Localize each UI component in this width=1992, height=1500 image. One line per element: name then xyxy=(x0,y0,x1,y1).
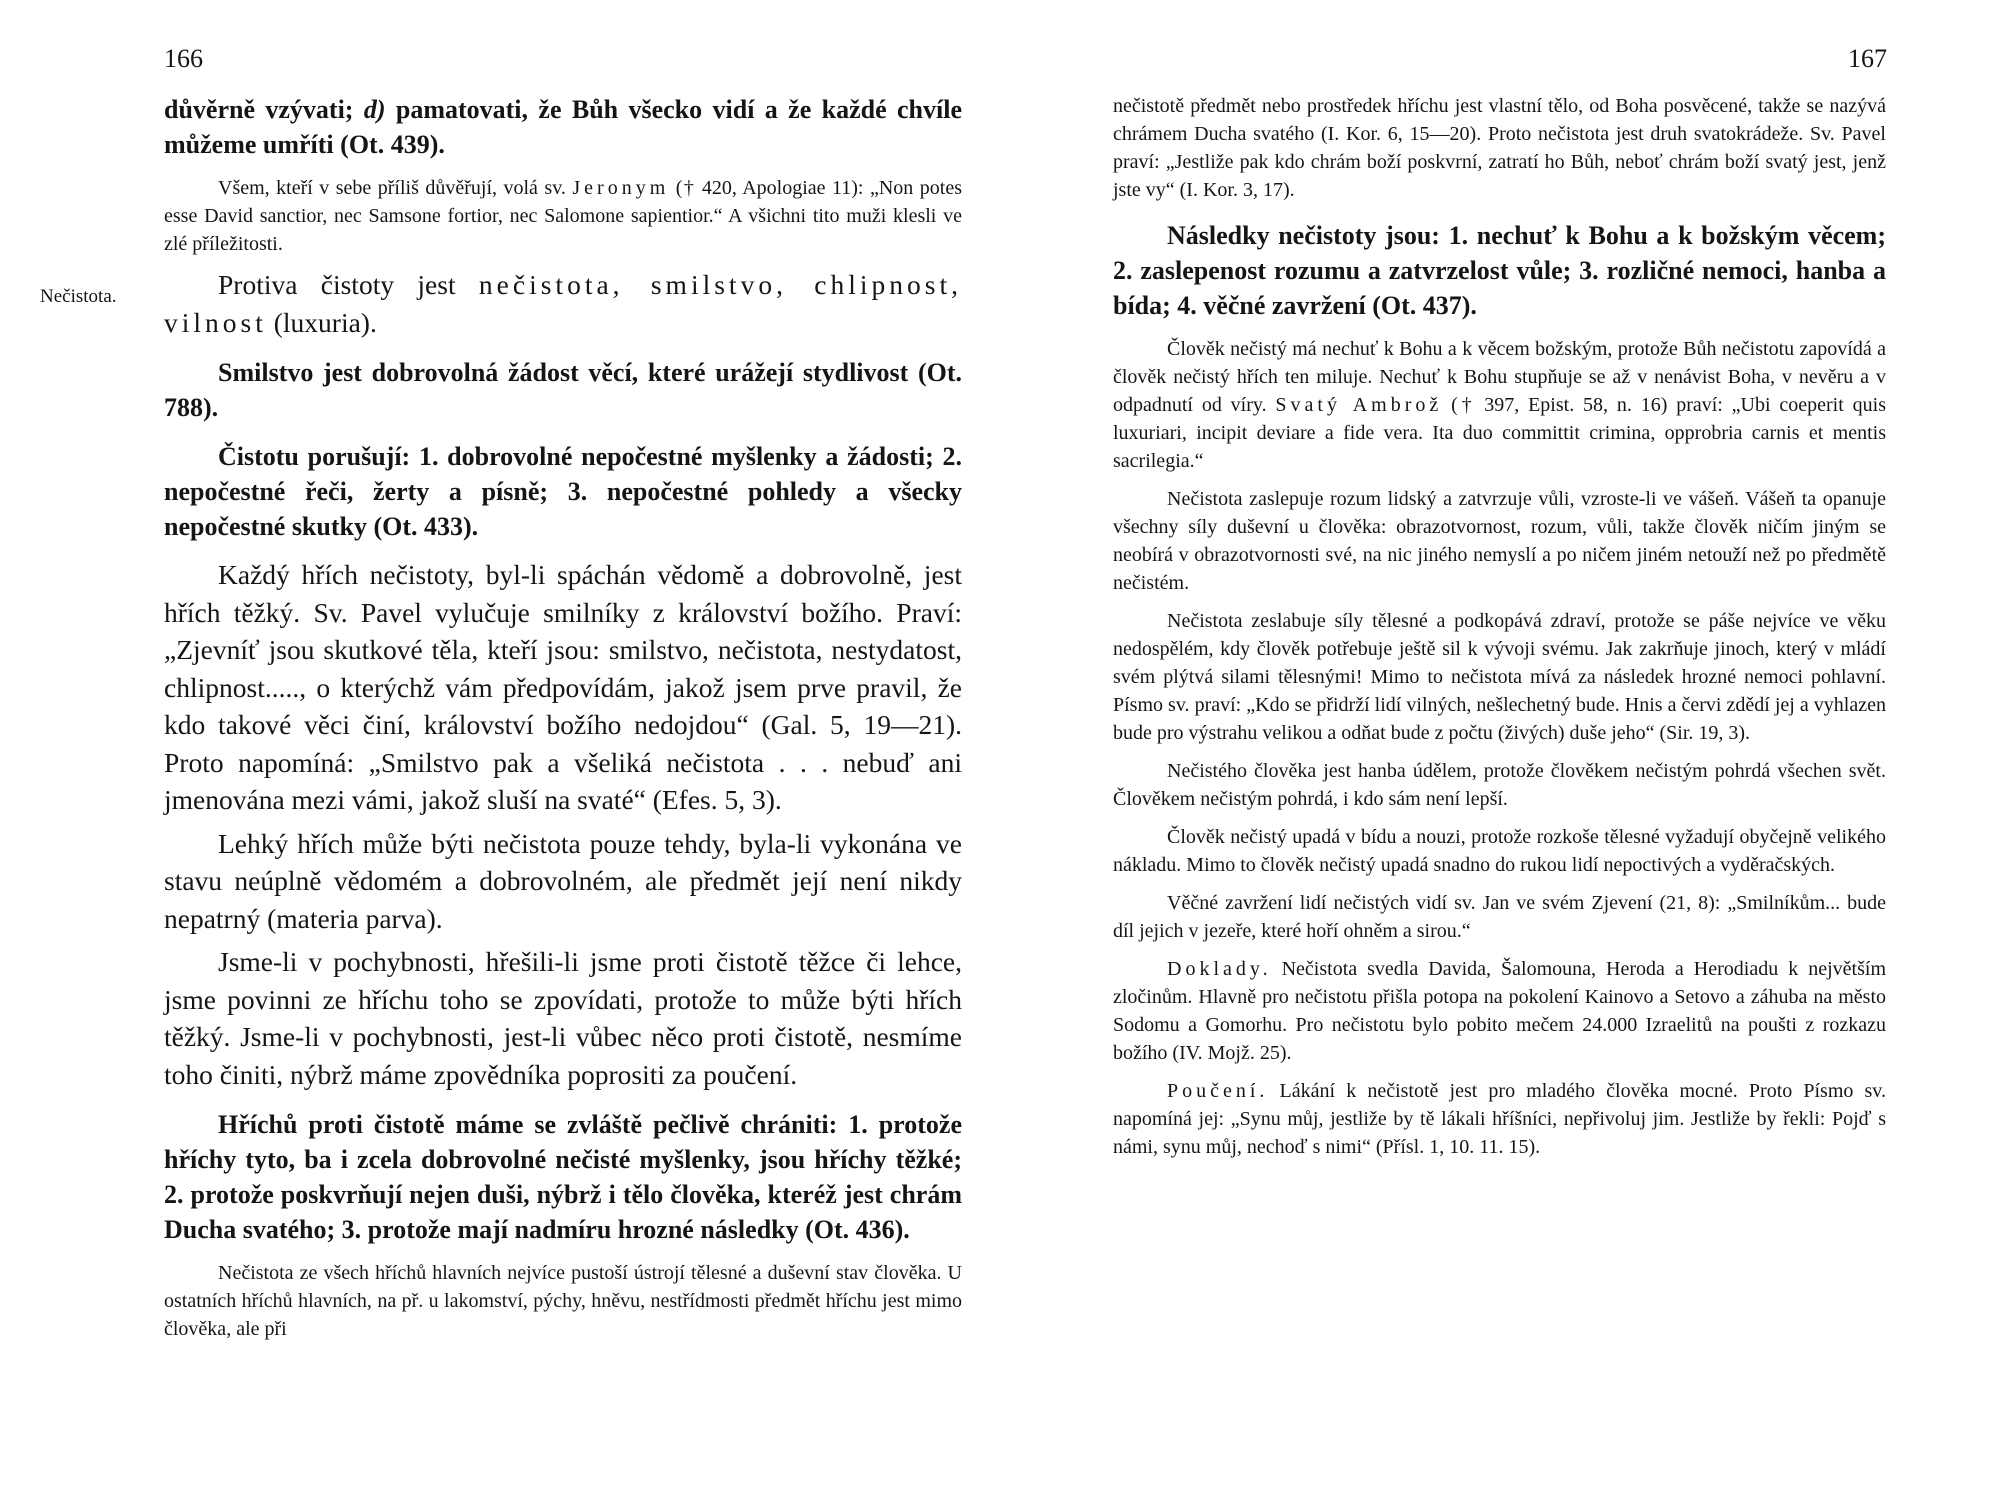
text-paragraph: Jsme-li v pochybnosti, hřešili-li jsme proti čistotě těžce či lehce, jsme povinni ze hříchu toho se zpovídati, protože to může býti hřích těžký. Jsme-li v pochybnosti, jest-li vůbec něco proti čistotě, nesmíme toho činiti, nýbrž máme zpovědníka poprositi za poučení. xyxy=(164,946,962,1090)
right-column xyxy=(1113,92,1886,1169)
note-paragraph: Nečistého člověka jest hanba údělem, protože člověkem nečistým pohrdá všechen svět. Člověkem nečistým pohrdá, i kdo sám není lepší. xyxy=(1113,760,1886,810)
page-number-left: 166 xyxy=(164,44,203,73)
note-paragraph: Nečistota zaslepuje rozum lidský a zatvrzuje vůli, vzroste-li ve vášeň. Vášeň ta opanuje všechny síly duševní u člověka: obrazotvornost, rozum, vůli, takže člověk ničím jiným se neobírá v obrazotvornosti své, na nic jiného nemyslí a po ničem jiném netouží než po předmětě nečistém. xyxy=(1113,488,1886,594)
text-paragraph: Protiva čistoty jest nečistota, smilstvo, chlipnost, vilnost (luxuria). xyxy=(164,269,962,338)
note-paragraph: nečistotě předmět nebo prostředek hříchu jest vlastní tělo, od Boha posvěcené, takže se nazývá chrámem Ducha svatého (I. Kor. 6, 15—20). Proto nečistota jest druh svatokrádeže. Sv. Pavel praví: „Jestliže pak kdo chrám boží poskvrní, zatratí ho Bůh, neboť chrám boží svatý jest, jenž jste vy“ (I. Kor. 3, 17). xyxy=(1113,95,1886,201)
text-paragraph: Každý hřích nečistoty, byl-li spáchán vědomě a dobrovolně, jest hřích těžký. Sv. Pavel vylučuje smilníky z království božího. Praví: „Zjevníť jsou skutkové těla, kteří jsou: smilstvo, nečistota, nestydatost, chlipnost....., o kterýchž vám předpovídám, jakož jsem prve pravil, že kdo takové věci činí, království božího nedojdou“ (Gal. 5, 19—21). Proto napomíná: „Smilstvo pak a všeliká nečistota . . . nebuď ani jmenována mezi vámi, jakož sluší na svaté“ (Efes. 5, 3). xyxy=(164,559,962,815)
note-paragraph: Nečistota ze všech hříchů hlavních nejvíce pustoší ústrojí tělesné a duševní stav člověka. U ostatních hříchů hlavních, na př. u lakomství, pýchy, hněvu, nestřídmosti předmět hříchu jest mimo člověka, ale při xyxy=(164,1262,962,1340)
note-paragraph: Člověk nečistý upadá v bídu a nouzi, protože rozkoše tělesné vyžadují obyčejně velikého nákladu. Mimo to člověk nečistý upadá snadno do rukou lidí nepoctivých a vyděračských. xyxy=(1113,826,1886,876)
note-paragraph: Doklady. Nečistota svedla Davida, Šalomouna, Heroda a Herodiadu k největším zločinům. Hlavně pro nečistotu přišla potopa na pokolení Kainovo a Setovo a záhuba na město Sodomu a Gomorhu. Pro nečistotu bylo pobito mečem 24.000 Izraelitů na poušti z rozkazu božího (IV. Mojž. 25). xyxy=(1113,958,1886,1064)
question-paragraph: Hříchů proti čistotě máme se zvláště pečlivě chrániti: 1. protože hříchy tyto, ba i zcela dobrovolné nečisté myšlenky, jsou hříchy těžké; 2. protože poskvrňují nejen duši, nýbrž i tělo člověka, kteréž jest chrám Ducha svatého; 3. protože mají nadmíru hrozné následky (Ot. 436). xyxy=(164,1110,962,1244)
right-page xyxy=(996,0,1992,1500)
question-paragraph: Smilstvo jest dobrovolná žádost věcí, které urážejí stydlivost (Ot. 788). xyxy=(164,358,962,422)
note-paragraph: Všem, kteří v sebe příliš důvěřují, volá sv. Jeronym († 420, Apologiae 11): „Non potes esse David sanctior, nec Samsone fortior, nec Salomone sapientior.“ A všichni tito muži klesli ve zlé příležitosti. xyxy=(164,177,962,255)
text-paragraph: Lehký hřích může býti nečistota pouze tehdy, byla-li vykonána ve stavu neúplně vědomém a dobrovolném, ale předmět její není nikdy nepatrný (materia parva). xyxy=(164,827,962,934)
note-paragraph: Člověk nečistý má nechuť k Bohu a k věcem božským, protože Bůh nečistotu zapovídá a člověk nečistý hřích ten miluje. Nechuť k Bohu stupňuje se až v nenávist Boha, v nevěru a v odpadnutí od víry. Svatý Ambrož († 397, Epist. 58, n. 16) praví: „Ubi coeperit quis luxuriari, incipit deviare a fide vera. Ita duo committit crimina, opprobria carnis et mentis sacrilegia.“ xyxy=(1113,338,1886,472)
note-paragraph: Poučení. Lákání k nečistotě jest pro mladého člověka mocné. Proto Písmo sv. napomíná jej: „Synu můj, jestliže by tě lákali hříšníci, nepřivoluj jim. Jestliže by řekli: Pojď s námi, synu můj, nechoď s nimi“ (Přísl. 1, 10. 11. 15). xyxy=(1113,1080,1886,1158)
question-paragraph: Čistotu porušují: 1. dobrovolné nepočestné myšlenky a žádosti; 2. nepočestné řeči, žerty a písně; 3. nepočestné pohledy a všecky nepočestné skutky (Ot. 433). xyxy=(164,442,962,541)
page-number-right: 167 xyxy=(1848,44,1887,73)
note-paragraph: Nečistota zeslabuje síly tělesné a podkopává zdraví, protože se páše nejvíce ve věku nedospělém, kdy člověk potřebuje ještě sil k vývoji svému. Jak zakrňuje jinoch, který v mládí svém plýtvá silami tělesnými! Mimo to nečistota mívá za následek hrozné nemoci pohlavní. Písmo sv. praví: „Kdo se přidrží lidí vilných, nešlechetný bude. Hnis a červi zdědí jej a vyhlazen bude pro výstrahu velikou a odňat bude z počtu (živých) duše jeho“ (Sir. 19, 3). xyxy=(1113,610,1886,744)
question-paragraph: důvěrně vzývati; d) pamatovati, že Bůh všecko vidí a že každé chvíle můžeme umříti (Ot. 439). xyxy=(164,95,962,159)
margin-note: Nečistota. xyxy=(40,286,117,307)
question-paragraph: Následky nečistoty jsou: 1. nechuť k Bohu a k božským věcem; 2. zaslepenost rozumu a zatvrzelost vůle; 3. rozličné nemoci, hanba a bída; 4. věčné zavržení (Ot. 437). xyxy=(1113,221,1886,320)
note-paragraph: Věčné zavržení lidí nečistých vidí sv. Jan ve svém Zjevení (21, 8): „Smilníkům... bude díl jejich v jezeře, které hoří ohněm a sirou.“ xyxy=(1113,892,1886,942)
left-column xyxy=(164,92,962,1351)
